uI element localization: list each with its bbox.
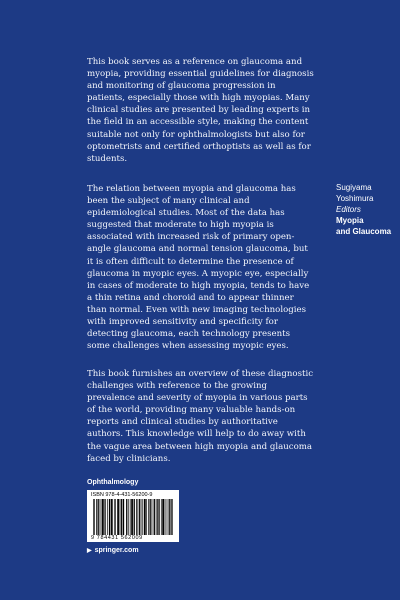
barcode-bar <box>111 499 112 535</box>
book-title-line-2: and Glaucoma <box>336 227 392 236</box>
barcode-bar <box>155 499 156 535</box>
barcode-bar <box>93 499 94 535</box>
barcode-bar <box>142 499 143 535</box>
website-label: springer.com <box>94 547 139 554</box>
barcode-bar <box>103 499 104 535</box>
barcode-bar <box>156 499 157 535</box>
barcode-bar <box>148 499 149 535</box>
barcode-bar <box>137 499 138 535</box>
barcode-bar <box>162 499 163 535</box>
barcode-bar <box>163 499 164 535</box>
barcode-bar <box>127 499 128 535</box>
spine-credit-block <box>336 182 391 237</box>
barcode-bar <box>118 499 119 535</box>
barcode-bar <box>170 499 171 535</box>
barcode-bar <box>122 499 123 535</box>
barcode-bar <box>101 499 102 535</box>
barcode-bar <box>132 499 133 535</box>
barcode-bar <box>104 499 105 535</box>
barcode-bar <box>139 499 140 535</box>
barcode-bar <box>117 499 118 535</box>
barcode-bar <box>159 499 160 535</box>
barcode-bar <box>150 499 151 535</box>
barcode-bar <box>165 499 166 535</box>
barcode-bar <box>120 499 121 535</box>
barcode-bar <box>118 499 119 535</box>
barcode-bar <box>172 499 173 535</box>
barcode-bar <box>130 499 131 535</box>
barcode-bar <box>109 499 110 535</box>
barcode-bar <box>157 499 158 535</box>
barcode-bar <box>111 499 112 535</box>
barcode-bar <box>134 499 135 535</box>
barcode-bar <box>151 499 152 535</box>
barcode-bar <box>105 499 106 535</box>
barcode-bar <box>158 499 159 535</box>
barcode-bar <box>128 499 129 535</box>
barcode-bar <box>97 499 98 535</box>
play-arrow-icon: ▶ <box>87 548 92 554</box>
barcode-bar <box>144 499 145 535</box>
barcode-bar <box>136 499 137 535</box>
barcode-bar <box>96 499 97 535</box>
publisher-website-link[interactable] <box>87 547 139 554</box>
barcode-bar <box>115 499 116 535</box>
barcode-bar <box>145 499 146 535</box>
barcode-bar <box>114 499 115 535</box>
barcode-bar <box>123 499 124 535</box>
barcode-bar <box>131 499 132 535</box>
barcode-bar <box>163 499 164 535</box>
barcode-bar <box>123 499 124 535</box>
barcode-bar <box>153 499 154 535</box>
barcode-bar <box>110 499 111 535</box>
barcode-bar <box>146 499 147 535</box>
isbn-text: ISBN 978-4-431-56200-9 <box>91 492 153 498</box>
barcode-bar <box>134 499 135 535</box>
barcode-bar <box>139 499 140 535</box>
blurb-paragraph-3: This book furnishes an overview of these diagnostic challenges with reference to the growing prevalence and severity of myopia in various parts of the world, providing many valuable hands-on reports and clinical studies by authoritative authors. This knowledge will help to do away with the vague area between high myopia and glaucoma faced by clinicians. <box>87 369 314 464</box>
barcode-bar <box>171 499 172 535</box>
barcode-bar <box>154 499 155 535</box>
barcode-bar <box>94 499 95 535</box>
book-title-line-1: Myopia <box>336 216 364 225</box>
barcode-bar <box>98 499 99 535</box>
barcode-panel <box>87 490 179 542</box>
barcode-bar <box>121 499 122 535</box>
barcode-bar <box>132 499 133 535</box>
subject-category: Ophthalmology <box>87 479 139 486</box>
editors-label: Editors <box>336 205 361 214</box>
barcode-bar <box>126 499 127 535</box>
barcode-bar <box>150 499 151 535</box>
barcode-bar <box>169 499 170 535</box>
editor-name-2: Yoshimura <box>336 194 374 203</box>
barcode-bar <box>169 499 170 535</box>
blurb-paragraph-1: This book serves as a reference on glaucoma and myopia, providing essential guidelines for diagnosis and monitoring of glaucoma progression in patients, especially those with high myopias. Many clinical studies are presented by leading experts in the field in an accessible style, making the content suitable not only for ophthalmologists but also for optometrists and certified orthoptists as well as for students. <box>87 57 314 164</box>
barcode-bar <box>102 499 103 535</box>
editor-name-1: Sugiyama <box>336 183 372 192</box>
barcode-bar <box>112 499 113 535</box>
barcode-bar <box>167 499 168 535</box>
barcode-bar <box>103 499 104 535</box>
barcode-bar <box>144 499 145 535</box>
barcode-bars <box>93 499 173 535</box>
barcode-bar <box>161 499 162 535</box>
blurb-paragraph-2: The relation between myopia and glaucoma has been the subject of many clinical and epidemiological studies. Most of the data has suggested that moderate to high myopia is associated with increased risk of primary open-angle glaucoma and normal tension glaucoma, but it is often difficult to determine the presence of glaucoma in myopic eyes. A myopic eye, especially in cases of moderate to high myopia, tends to have a thin retina and choroid and to appear thinner than normal. Even with new imaging technologies with improved sensitivity and specificity for detecting glaucoma, each technology presents some challenges when assessing myopic eyes. <box>87 184 310 352</box>
barcode-number: 9 784431 562009 <box>91 535 143 541</box>
barcode-bar <box>99 499 100 535</box>
barcode-bar <box>141 499 142 535</box>
barcode-bar <box>107 499 108 535</box>
